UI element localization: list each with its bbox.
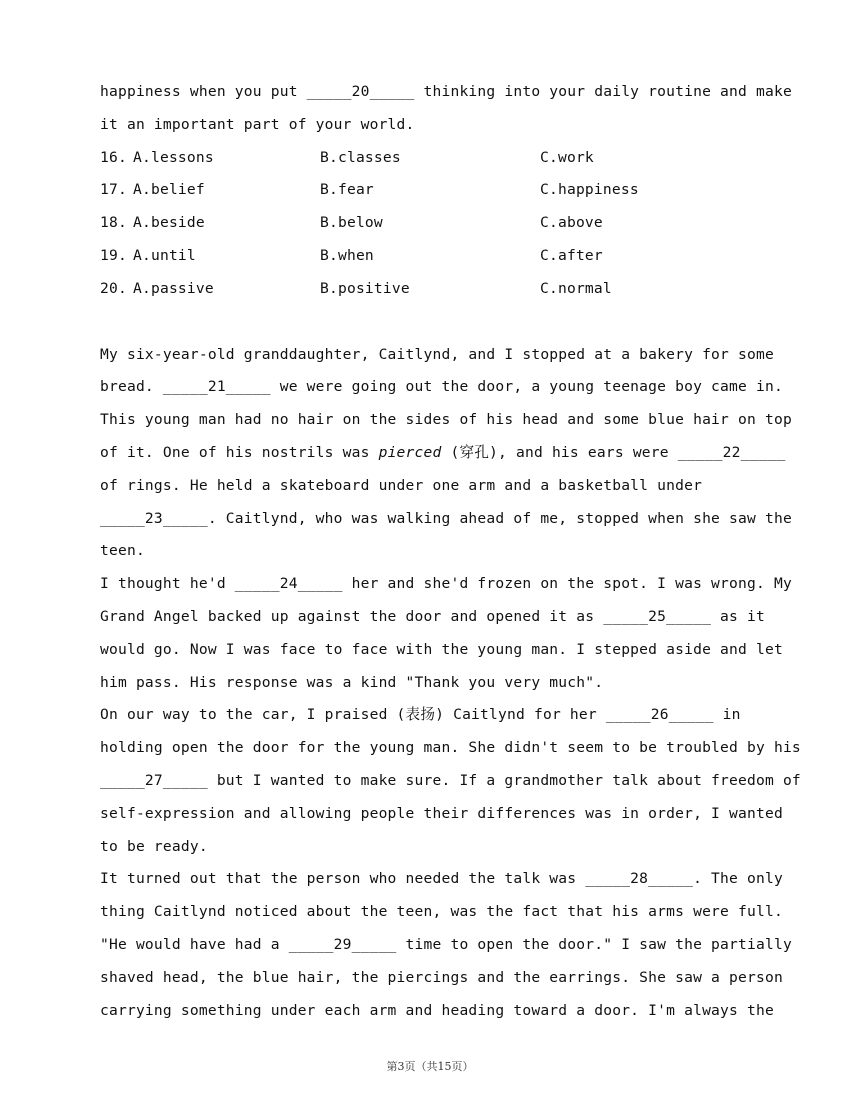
passage-line: holding open the door for the young man. She didn't seem to be troubled by his bbox=[100, 739, 801, 757]
question-row bbox=[100, 207, 760, 240]
passage-line: I thought he'd _____24_____ her and she'd frozen on the spot. I was wrong. My bbox=[100, 575, 792, 593]
passage-line: would go. Now I was face to face with the young man. I stepped aside and let bbox=[100, 640, 783, 658]
question-number: 16. bbox=[100, 148, 127, 166]
option-a: A.lessons bbox=[133, 148, 214, 166]
option-b: B.fear bbox=[320, 181, 374, 199]
question-row bbox=[100, 273, 760, 306]
passage-line: On our way to the car, I praised (表扬) Caitlynd for her _____26_____ in bbox=[100, 706, 741, 724]
passage-line: This young man had no hair on the sides of his head and some blue hair on top bbox=[100, 411, 792, 429]
passage-text: of it. One of his nostrils was bbox=[100, 443, 379, 461]
intro-line: it an important part of your world. bbox=[100, 115, 415, 133]
option-c: C.after bbox=[540, 246, 603, 264]
passage-line: self-expression and allowing people their differences was in order, I wanted bbox=[100, 804, 783, 822]
passage-line bbox=[100, 437, 786, 470]
option-b: B.below bbox=[320, 214, 383, 232]
passage-line: bread. _____21_____ we were going out the door, a young teenage boy came in. bbox=[100, 378, 783, 396]
passage-line: carrying something under each arm and heading toward a door. I'm always the bbox=[100, 1001, 774, 1019]
question-number: 17. bbox=[100, 181, 127, 199]
option-a: A.until bbox=[133, 246, 196, 264]
passage-line: It turned out that the person who needed the talk was _____28_____. The only bbox=[100, 870, 783, 888]
option-c: C.above bbox=[540, 214, 603, 232]
passage-text: (穿孔), and his ears were _____22_____ bbox=[441, 443, 786, 461]
question-number: 20. bbox=[100, 279, 127, 297]
intro-line: happiness when you put _____20_____ thinking into your daily routine and make bbox=[100, 83, 792, 100]
question-row bbox=[100, 142, 760, 175]
option-c: C.normal bbox=[540, 279, 612, 297]
passage-line: to be ready. bbox=[100, 837, 208, 855]
passage-line: "He would have had a _____29_____ time to open the door." I saw the partially bbox=[100, 935, 792, 953]
passage-line: _____27_____ but I wanted to make sure. If a grandmother talk about freedom of bbox=[100, 771, 801, 789]
passage-line: Grand Angel backed up against the door and opened it as _____25_____ as it bbox=[100, 607, 765, 625]
option-b: B.classes bbox=[320, 148, 401, 166]
question-number: 19. bbox=[100, 246, 127, 264]
passage-line: teen. bbox=[100, 542, 145, 560]
option-a: A.beside bbox=[133, 214, 205, 232]
option-c: C.happiness bbox=[540, 181, 639, 199]
document-content bbox=[100, 76, 801, 1027]
paragraph-gap bbox=[100, 306, 760, 339]
passage-line: of rings. He held a skateboard under one arm and a basketball under bbox=[100, 476, 703, 494]
italic-term: pierced bbox=[378, 443, 442, 461]
passage-line: him pass. His response was a kind "Thank you very much". bbox=[100, 673, 604, 691]
passage-line: thing Caitlynd noticed about the teen, was the fact that his arms were full. bbox=[100, 903, 783, 921]
question-row bbox=[100, 240, 760, 273]
passage-line: _____23_____. Caitlynd, who was walking ahead of me, stopped when she saw the bbox=[100, 509, 792, 527]
passage-line: My six-year-old granddaughter, Caitlynd, and I stopped at a bakery for some bbox=[100, 345, 774, 363]
option-b: B.when bbox=[320, 246, 374, 264]
option-a: A.belief bbox=[133, 181, 205, 199]
question-number: 18. bbox=[100, 214, 127, 232]
question-row bbox=[100, 174, 760, 207]
option-c: C.work bbox=[540, 148, 594, 166]
passage-line: shaved head, the blue hair, the piercings and the earrings. She saw a person bbox=[100, 968, 783, 986]
option-b: B.positive bbox=[320, 279, 410, 297]
page-footer: 第3页（共15页） bbox=[386, 1060, 474, 1073]
option-a: A.passive bbox=[133, 279, 214, 297]
